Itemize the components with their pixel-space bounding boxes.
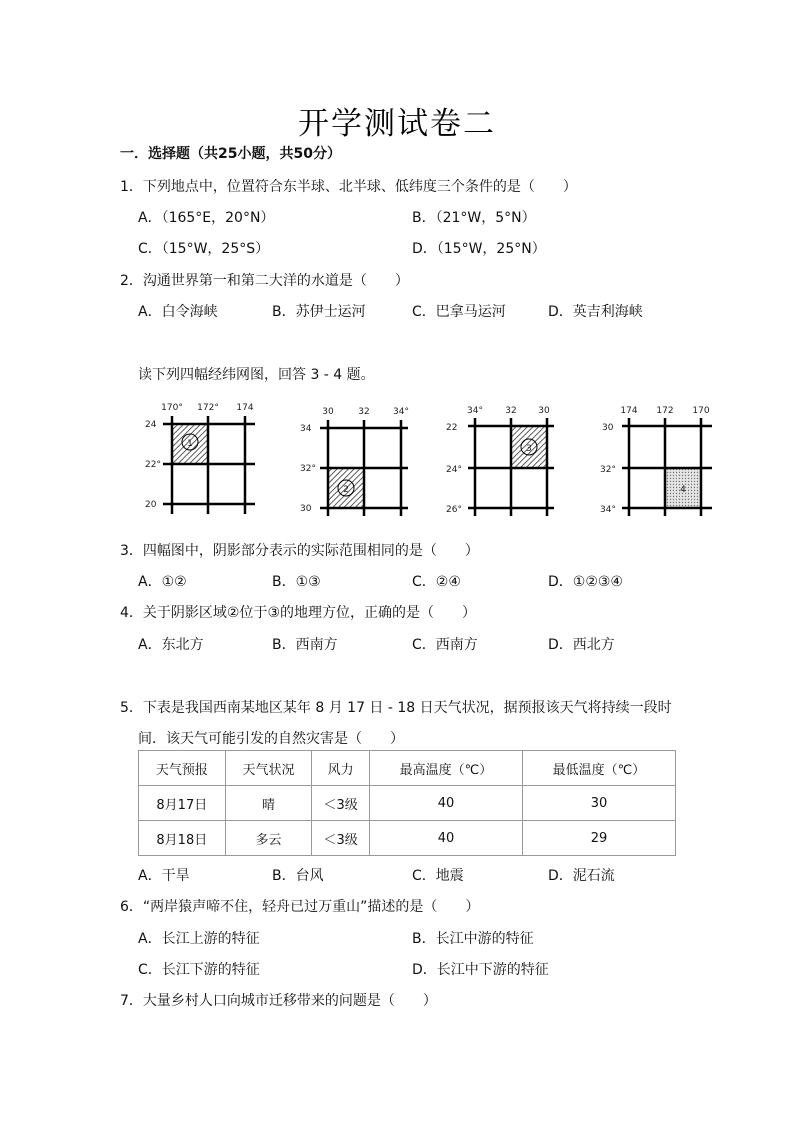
q5-option-c: C．地震 [412,868,464,884]
grid-2-mark: 2 [343,485,349,495]
table-cell: 40 [369,786,522,821]
grid-2-top-label: 34° [393,407,409,417]
q4-option-c: C．西南方 [412,637,478,653]
grid-4-mark: 4 [680,485,686,495]
grid-4-left-label: 34° [600,505,616,515]
q6-option-c: C．长江下游的特征 [138,962,260,978]
grid-4-top-label: 174 [620,406,638,416]
question-2-stem: 2．沟通世界第一和第二大洋的水道是（ ） [120,273,409,289]
grid-2-top-label: 30 [322,407,334,417]
q5-option-a: A．干旱 [138,868,190,884]
q3-option-b: B．①③ [272,574,321,590]
table-header-cell: 最高温度（℃） [369,751,522,786]
table-row [139,786,676,821]
q3-option-d: D．①②③④ [548,574,623,590]
lat-lon-grid-1 [145,400,265,524]
table-row [139,821,676,856]
table-cell: 多云 [225,821,312,856]
section-heading: 一．选择题（共25小题，共50分） [120,146,341,162]
grid-4-left-label: 32° [600,465,616,475]
page-title: 开学测试卷二 [298,106,496,142]
grid-1-top-label: 172° [197,403,219,413]
q2-option-d: D．英吉利海峡 [548,304,643,320]
q2-option-a: A．白令海峡 [138,304,218,320]
weather-table [138,750,676,856]
grid-1-top-label: 174 [236,403,254,413]
grid-4-left-label: 30 [602,423,614,433]
grid-3-left-label: 24° [446,465,462,475]
lat-lon-grid-2 [298,400,418,524]
grid-1-top-label: 170° [161,403,183,413]
grid-3-left-label: 26° [446,505,462,515]
q4-option-d: D．西北方 [548,637,615,653]
table-cell: ＜3级 [312,786,370,821]
q1-option-b: B．（21°W，5°N） [412,210,536,226]
table-cell: 40 [369,821,522,856]
q3-option-c: C．②④ [412,574,461,590]
grid-3-top-label: 34° [467,406,483,416]
q6-option-d: D．长江中下游的特征 [412,962,549,978]
q2-option-b: B．苏伊士运河 [272,304,366,320]
q4-option-a: A．东北方 [138,637,204,653]
grid-1-mark: 1 [187,439,193,449]
table-cell: 8月17日 [139,786,226,821]
grid-3-mark: 3 [526,444,532,454]
table-cell: 晴 [225,786,312,821]
grid-3-top-label: 32 [505,406,517,416]
table-header-cell: 风力 [312,751,370,786]
table-cell: 30 [522,786,675,821]
grid-4-top-label: 172 [656,406,674,416]
grid-3-left-label: 22 [446,423,458,433]
question-1-stem: 1．下列地点中，位置符合东半球、北半球、低纬度三个条件的是（ ） [120,179,577,195]
question-7-stem: 7．大量乡村人口向城市迁移带来的问题是（ ） [120,993,437,1009]
intro-q3-q4: 读下列四幅经纬网图，回答 3 - 4 题。 [138,367,375,383]
q3-option-a: A．①② [138,574,187,590]
grid-3-top-label: 30 [538,406,550,416]
table-header-cell: 天气状况 [225,751,312,786]
grid-2-top-label: 32 [358,407,370,417]
q5-option-d: D．泥石流 [548,868,615,884]
grid-2-left-label: 30 [300,504,312,514]
q2-option-c: C．巴拿马运河 [412,304,506,320]
grid-1-left-label: 22° [145,460,161,470]
question-4-stem: 4．关于阴影区域②位于③的地理方位，正确的是（ ） [120,605,477,621]
grid-1-left-label: 20 [145,500,157,510]
grid-2-left-label: 32° [300,464,316,474]
table-cell: 29 [522,821,675,856]
grid-1-left-label: 24 [145,420,157,430]
grid-4-top-label: 170 [692,406,710,416]
q6-option-a: A．长江上游的特征 [138,931,260,947]
question-5-stem-line-2: 间．该天气可能引发的自然灾害是（ ） [138,731,404,747]
question-3-stem: 3．四幅图中，阴影部分表示的实际范围相同的是（ ） [120,543,479,559]
table-header-cell: 天气预报 [139,751,226,786]
q1-option-d: D．（15°W，25°N） [412,241,546,257]
table-cell: 8月18日 [139,821,226,856]
grid-2-left-label: 34 [300,424,312,434]
table-header-cell: 最低温度（℃） [522,751,675,786]
q5-option-b: B．台风 [272,868,324,884]
lat-lon-grid-4 [600,402,724,526]
question-5-stem-line-1: 5．下表是我国西南某地区某年 8 月 17 日 - 18 日天气状况，据预报该天气将持续一段时 [120,700,672,716]
q6-option-b: B．长江中游的特征 [412,931,534,947]
q1-option-a: A．（165°E，20°N） [138,210,275,226]
question-6-stem: 6．“两岸猿声啼不住，轻舟已过万重山”描述的是（ ） [120,899,480,915]
table-cell: ＜3级 [312,821,370,856]
q1-option-c: C．（15°W，25°S） [138,241,270,257]
lat-lon-grid-3 [444,402,564,526]
table-header-row [139,751,676,786]
q4-option-b: B．西南方 [272,637,338,653]
